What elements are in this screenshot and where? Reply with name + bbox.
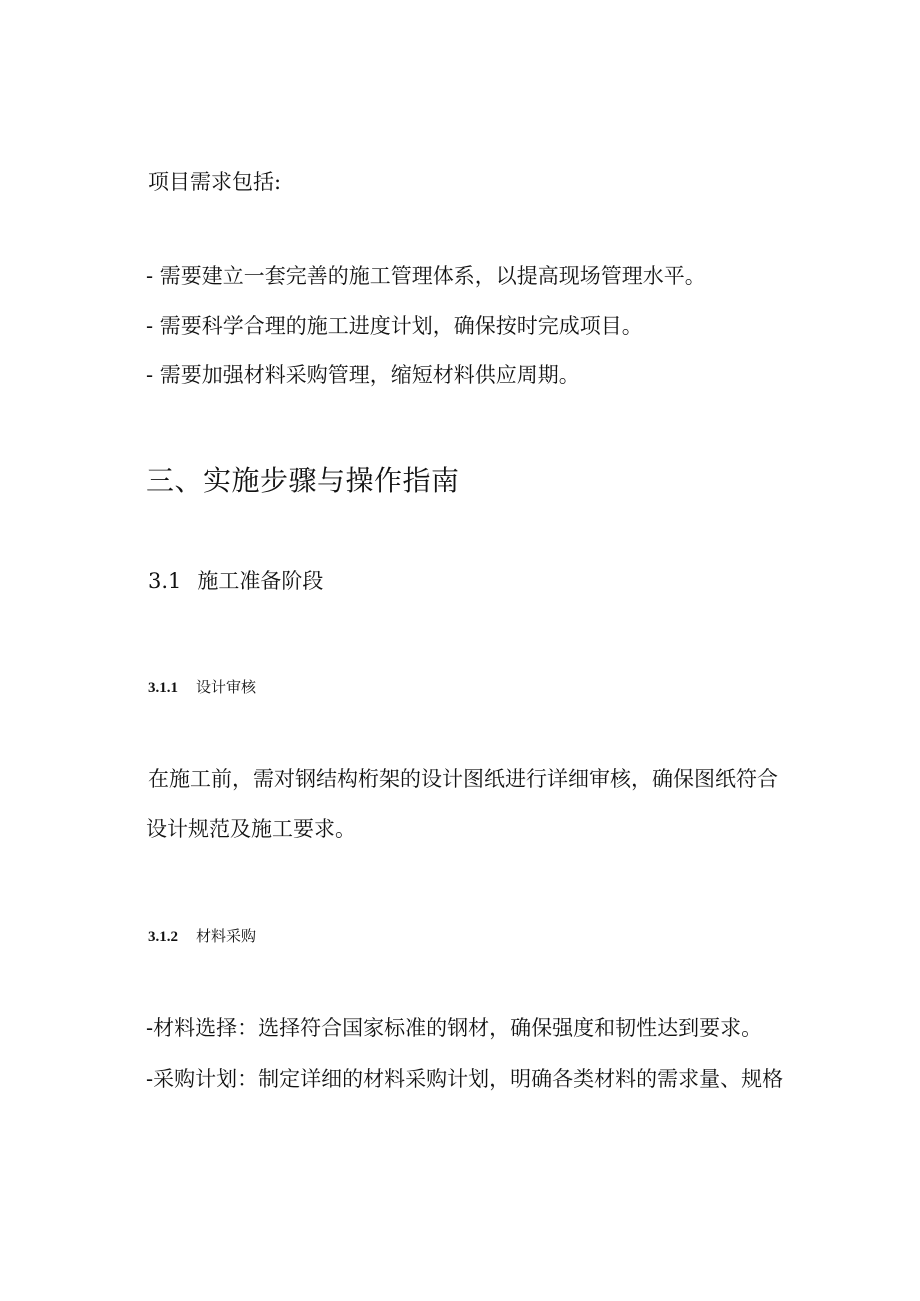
subsection-heading-material-procurement bbox=[148, 925, 256, 948]
requirement-item: - 需要建立一套完善的施工管理体系，以提高现场管理水平。 bbox=[146, 264, 706, 288]
section-title: 施工准备阶段 bbox=[197, 569, 324, 593]
chapter-heading: 三、实施步骤与操作指南 bbox=[146, 464, 460, 497]
section-heading bbox=[148, 567, 323, 595]
design-review-paragraph-line: 在施工前，需对钢结构桁架的设计图纸进行详细审核，确保图纸符合 bbox=[148, 767, 778, 791]
requirements-intro: 项目需求包括: bbox=[148, 170, 282, 194]
section-number: 3.1 bbox=[148, 569, 182, 593]
subsection-title: 设计审核 bbox=[196, 678, 257, 696]
material-item: -材料选择：选择符合国家标准的钢材，确保强度和韧性达到要求。 bbox=[146, 1016, 763, 1040]
requirement-item: - 需要科学合理的施工进度计划，确保按时完成项目。 bbox=[146, 314, 643, 338]
design-review-paragraph-line: 设计规范及施工要求。 bbox=[146, 817, 356, 841]
subsection-title: 材料采购 bbox=[196, 927, 257, 945]
subsection-number: 3.1.1 bbox=[148, 680, 178, 696]
subsection-number: 3.1.2 bbox=[148, 929, 178, 945]
material-item: -采购计划：制定详细的材料采购计划，明确各类材料的需求量、规格 bbox=[146, 1067, 784, 1091]
subsection-heading-design-review bbox=[148, 676, 256, 699]
requirement-item: - 需要加强材料采购管理，缩短材料供应周期。 bbox=[146, 363, 580, 387]
